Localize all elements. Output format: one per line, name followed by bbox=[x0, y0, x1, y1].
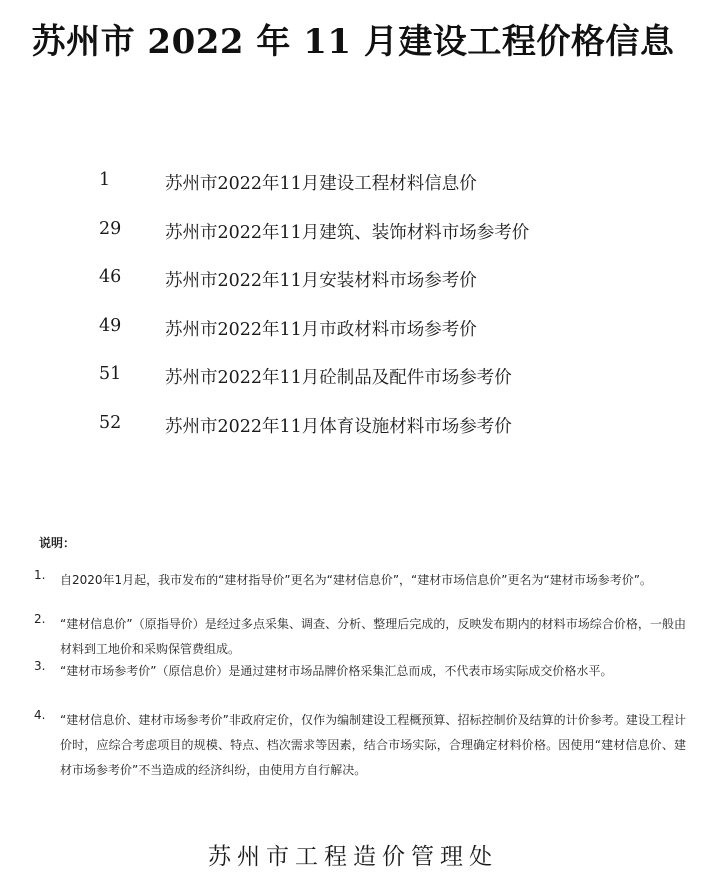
notes-heading: 说明： bbox=[39, 536, 76, 550]
toc-item bbox=[0, 263, 706, 312]
table-of-contents bbox=[0, 166, 706, 457]
toc-page-number: 51 bbox=[99, 364, 122, 384]
toc-item bbox=[0, 312, 706, 361]
toc-item-label: 苏州市2022年11月建筑、装饰材料市场参考价 bbox=[165, 222, 530, 243]
toc-item-label: 苏州市2022年11月砼制品及配件市场参考价 bbox=[165, 368, 512, 388]
note-number: 4. bbox=[34, 708, 46, 722]
toc-item bbox=[0, 215, 706, 264]
toc-item-label: 苏州市2022年11月安装材料市场参考价 bbox=[165, 271, 477, 291]
toc-page-number: 46 bbox=[99, 267, 122, 287]
toc-item-label: 苏州市2022年11月市政材料市场参考价 bbox=[165, 319, 477, 340]
note-text: 自2020年1月起，我市发布的“建材指导价”更名为“建材信息价”，“建材市场信息价”更名为“建材市场参考价”。 bbox=[60, 573, 652, 587]
note-text: “建材信息价”（原指导价）是经过多点采集、调查、分析、整理后完成的，反映发布期内的材料市场综合价格，一般由材料到工地价和采购保管费组成。 bbox=[60, 617, 686, 656]
toc-page-number: 52 bbox=[99, 412, 122, 433]
toc-page-number: 1 bbox=[99, 170, 111, 190]
page-title: 苏州市 2022 年 11 月建设工程价格信息 bbox=[31, 22, 675, 62]
toc-page-number: 29 bbox=[99, 218, 122, 239]
toc-item-label: 苏州市2022年11月建设工程材料信息价 bbox=[165, 174, 477, 194]
note-number: 1. bbox=[34, 568, 46, 582]
toc-item bbox=[0, 166, 706, 215]
note-text: “建材信息价、建材市场参考价”非政府定价，仅作为编制建设工程概预算、招标控制价及结算的计价参考。建设工程计价时，应综合考虑项目的规模、特点、档次需求等因素，结合市场实际，合理确定材料价格。因使用“建材信息价、建材市场参考价”不当造成的经济纠纷，由使用方自行解决。 bbox=[60, 713, 686, 777]
note-text: “建材市场参考价”（原信息价）是通过建材市场品牌价格采集汇总而成，不代表市场实际成交价格水平。 bbox=[60, 664, 613, 678]
toc-item bbox=[0, 360, 706, 409]
note-number: 2. bbox=[34, 612, 46, 626]
toc-item bbox=[0, 409, 706, 458]
toc-item-label: 苏州市2022年11月体育设施材料市场参考价 bbox=[165, 416, 512, 437]
toc-page-number: 49 bbox=[99, 315, 122, 336]
note-number: 3. bbox=[34, 659, 46, 673]
issuing-organization: 苏州市工程造价管理处 bbox=[208, 844, 498, 870]
